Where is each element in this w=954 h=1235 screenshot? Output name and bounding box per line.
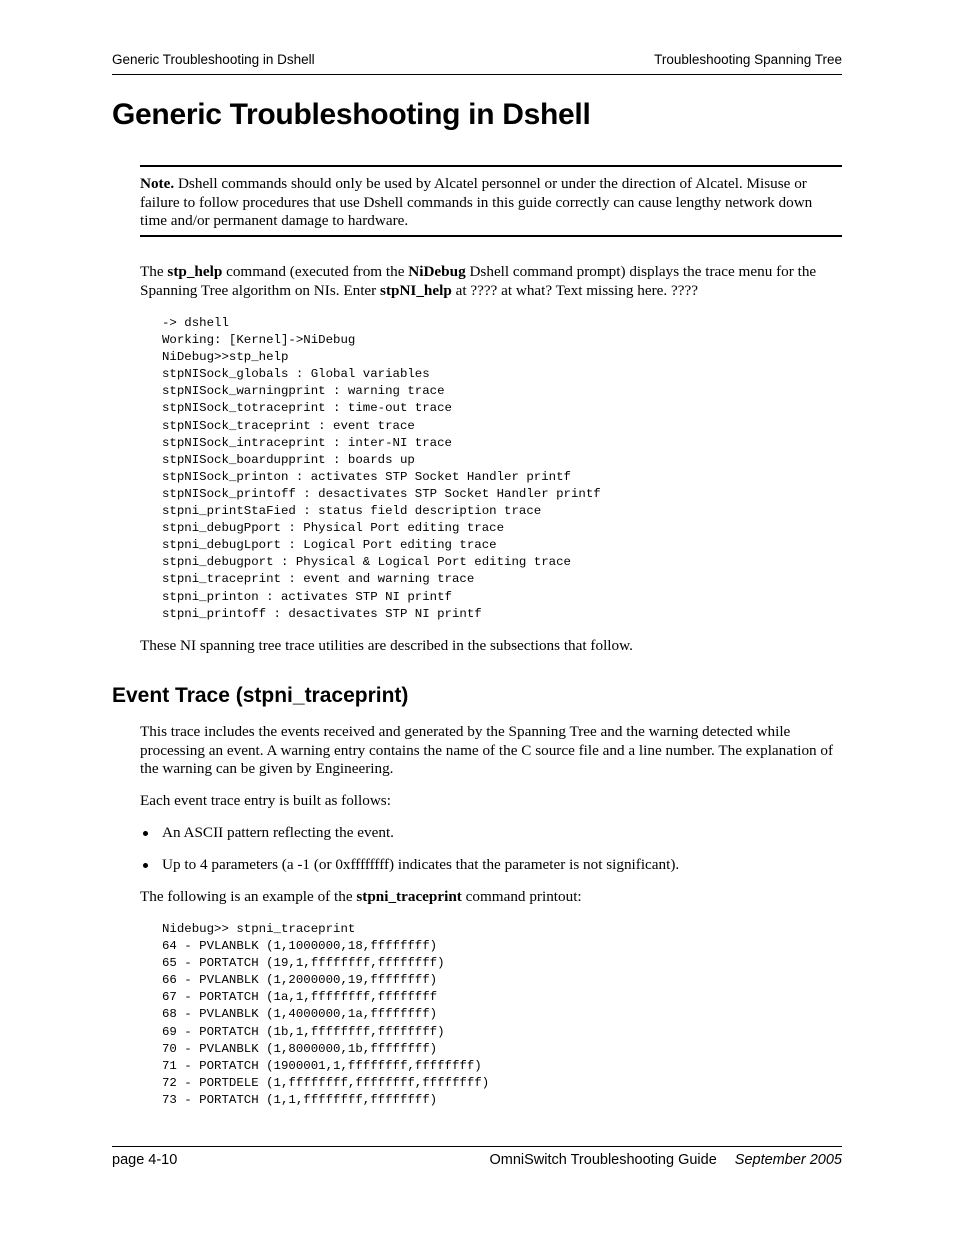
intro-paragraph <box>140 263 844 300</box>
intro-text-4: at ???? at what? Text missing here. ???? <box>451 281 698 299</box>
section-paragraph-2: Each event trace entry is built as follows: <box>140 792 391 809</box>
code-line: 72 - PORTDELE (1,ffffffff,ffffffff,ffffffff) <box>162 1075 490 1090</box>
code-line: stpNISock_boardupprint : boards up <box>162 452 415 467</box>
code-line: NiDebug>>stp_help <box>162 350 289 365</box>
intro-text-2: command (executed from the <box>222 263 409 280</box>
list-item <box>140 856 679 875</box>
footer-date: September 2005 <box>734 1152 842 1168</box>
footer-right <box>489 1152 842 1168</box>
intro-text-1: The <box>140 263 168 280</box>
note-label: Note. <box>140 175 175 192</box>
list-item-text: An ASCII pattern reflecting the event. <box>162 824 394 841</box>
note-box <box>140 165 842 237</box>
code-line: stpNISock_intraceprint : inter-NI trace <box>162 435 452 450</box>
note-text: Dshell commands should only be used by Alcatel personnel or under the direction of Alcatel. Misuse or failure to follow procedures that use Dshell commands in this guide correctly can cause lengthy network down time and/or permanent damage to hardware. <box>140 175 813 229</box>
code-line: stpni_printoff : desactivates STP NI printf <box>162 606 482 621</box>
running-header <box>112 50 842 75</box>
example-text-2: command printout: <box>461 888 582 905</box>
bullet-list <box>140 824 679 874</box>
example-cmd: stpni_traceprint <box>356 888 462 905</box>
code-line: Working: [Kernel]->NiDebug <box>162 333 356 348</box>
intro-cmd-stp-help: stp_help <box>167 263 223 280</box>
intro-cmd-stpni-help: stpNI_help <box>380 281 452 299</box>
code-line: 66 - PVLANBLK (1,2000000,19,ffffffff) <box>162 973 438 988</box>
code-block-traceprint <box>162 921 489 1109</box>
code-line: stpNISock_warningprint : warning trace <box>162 384 445 399</box>
header-chapter: Generic Troubleshooting in Dshell <box>112 52 315 67</box>
page-title: Generic Troubleshooting in Dshell <box>112 98 591 131</box>
code-line: stpNISock_traceprint : event trace <box>162 418 415 433</box>
code-line: 68 - PVLANBLK (1,4000000,1a,ffffffff) <box>162 1007 438 1022</box>
section-paragraph-1: This trace includes the events received and generated by the Spanning Tree and the warning detected while processing an event. A warning entry contains the name of the C source file and a line number. The explanation of the warning can be given by Engineering. <box>140 723 834 777</box>
footer-page-number: page 4-10 <box>112 1152 178 1168</box>
code-line: stpni_debugPport : Physical Port editing trace <box>162 521 505 536</box>
code-line: -> dshell <box>162 316 229 330</box>
after-code-paragraph: These NI spanning tree trace utilities are described in the subsections that follow. <box>140 637 633 654</box>
bullet-icon <box>143 863 148 868</box>
code-line: stpNISock_totraceprint : time-out trace <box>162 401 452 416</box>
code-line: 67 - PORTATCH (1a,1,ffffffff,ffffffff <box>162 990 438 1005</box>
code-line: stpni_printon : activates STP NI printf <box>162 589 452 604</box>
code-line: 65 - PORTATCH (19,1,ffffffff,ffffffff) <box>162 956 445 971</box>
code-line: stpNISock_printoff : desactivates STP Socket Handler printf <box>162 486 601 501</box>
header-section: Troubleshooting Spanning Tree <box>654 52 842 67</box>
intro-text-3: Dshell command prompt) displays the trace menu for the Spanning Tree algorithm on NIs. Enter <box>140 263 817 299</box>
code-line: 64 - PVLANBLK (1,1000000,18,ffffffff) <box>162 939 438 954</box>
code-line: stpni_traceprint : event and warning trace <box>162 572 475 587</box>
code-line: 73 - PORTATCH (1,1,ffffffff,ffffffff) <box>162 1092 438 1107</box>
code-block-stp-help <box>162 315 601 623</box>
code-line: Nidebug>> stpni_traceprint <box>162 922 356 936</box>
code-line: stpni_printStaFied : status field description trace <box>162 504 542 519</box>
intro-prompt-nidebug: NiDebug <box>408 263 466 280</box>
example-text-1: The following is an example of the <box>140 888 357 905</box>
list-item-text: Up to 4 parameters (a -1 (or 0xffffffff) indicates that the parameter is not significant). <box>162 855 680 873</box>
code-line: 71 - PORTATCH (1900001,1,ffffffff,ffffffff) <box>162 1058 482 1073</box>
footer-guide-title: OmniSwitch Troubleshooting Guide <box>489 1152 717 1168</box>
code-line: 69 - PORTATCH (1b,1,ffffffff,ffffffff) <box>162 1024 445 1039</box>
code-line: stpNISock_printon : activates STP Socket Handler printf <box>162 469 571 484</box>
example-paragraph <box>140 888 844 907</box>
bullet-icon <box>143 831 148 836</box>
section-heading: Event Trace (stpni_traceprint) <box>112 684 409 707</box>
code-line: stpni_debugLport : Logical Port editing trace <box>162 538 497 553</box>
code-line: 70 - PVLANBLK (1,8000000,1b,ffffffff) <box>162 1041 438 1056</box>
page-footer <box>112 1146 842 1177</box>
list-item <box>140 824 679 843</box>
code-line: stpni_debugport : Physical & Logical Port editing trace <box>162 555 571 570</box>
code-line: stpNISock_globals : Global variables <box>162 367 430 382</box>
